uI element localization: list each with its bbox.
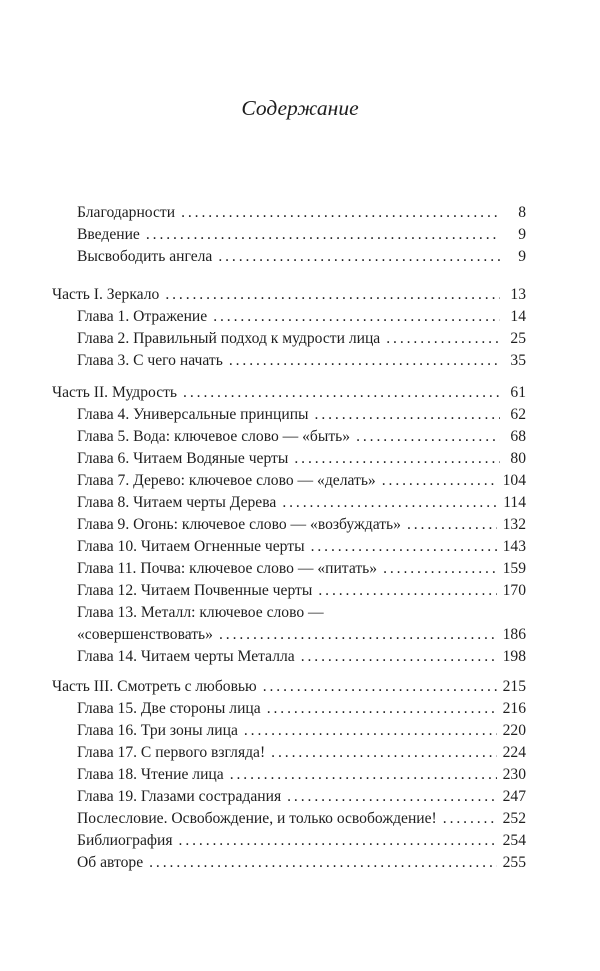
toc-entry-title-continuation: «совершенствовать» bbox=[77, 626, 213, 643]
toc-entry-title: Послесловие. Освобождение, и только освобождение! bbox=[77, 810, 437, 827]
toc-entry-title: Глава 7. Дерево: ключевое слово — «делать» bbox=[77, 472, 376, 489]
toc-part-entry bbox=[52, 676, 526, 698]
toc-entry-title: Глава 12. Читаем Почвенные черты bbox=[77, 582, 313, 599]
dot-leader bbox=[267, 698, 497, 720]
toc-entry bbox=[77, 558, 526, 580]
toc-page-number: 230 bbox=[502, 766, 526, 783]
toc-entry-title: Глава 4. Универсальные принципы bbox=[77, 406, 309, 423]
toc-entry-multiline bbox=[77, 602, 526, 624]
dot-leader bbox=[181, 202, 500, 224]
toc-entry-title: Глава 16. Три зоны лица bbox=[77, 722, 238, 739]
toc-entry-title: Высвободить ангела bbox=[77, 248, 213, 265]
toc-entry-title: Глава 5. Вода: ключевое слово — «быть» bbox=[77, 428, 351, 445]
toc-entry bbox=[77, 786, 526, 808]
toc-page-number: 80 bbox=[510, 450, 526, 467]
toc-entry-title: Глава 19. Глазами сострадания bbox=[77, 788, 282, 805]
toc-page-number: 62 bbox=[510, 406, 526, 423]
toc-entry-title: Об авторе bbox=[77, 854, 144, 871]
dot-leader bbox=[179, 830, 497, 852]
toc-entry-title: Глава 6. Читаем Водяные черты bbox=[77, 450, 289, 467]
toc-page-number: 220 bbox=[502, 722, 526, 739]
dot-leader bbox=[244, 720, 497, 742]
dot-leader bbox=[263, 676, 497, 698]
toc-page-number: 215 bbox=[502, 678, 526, 695]
toc-entry bbox=[77, 830, 526, 852]
dot-leader bbox=[311, 536, 497, 558]
toc-entry-title: Глава 17. С первого взгляда! bbox=[77, 744, 266, 761]
toc-entry bbox=[77, 808, 526, 830]
dot-leader bbox=[382, 470, 497, 492]
toc-entry-title: Часть I. Зеркало bbox=[52, 286, 160, 303]
toc-page-number: 186 bbox=[502, 626, 526, 643]
dot-leader bbox=[213, 306, 500, 328]
toc-entry-title: Глава 13. Металл: ключевое слово — bbox=[77, 604, 324, 621]
toc-page-number: 104 bbox=[502, 472, 526, 489]
dot-leader bbox=[165, 284, 500, 306]
toc-entry-title: Глава 11. Почва: ключевое слово — «питать» bbox=[77, 560, 378, 577]
toc-page-number: 255 bbox=[502, 854, 526, 871]
toc-entry bbox=[77, 492, 526, 514]
toc-page-number: 198 bbox=[502, 648, 526, 665]
toc-entry-title: Глава 14. Читаем черты Металла bbox=[77, 648, 295, 665]
toc-entry bbox=[77, 224, 526, 246]
toc-page-number: 61 bbox=[510, 384, 526, 401]
toc-page-number: 35 bbox=[510, 352, 526, 369]
dot-leader bbox=[407, 514, 497, 536]
toc-page-number: 159 bbox=[502, 560, 526, 577]
toc-entry bbox=[77, 470, 526, 492]
dot-leader bbox=[149, 852, 496, 874]
toc-page-number: 252 bbox=[502, 810, 526, 827]
dot-leader bbox=[383, 558, 497, 580]
toc-entry-title: Глава 10. Читаем Огненные черты bbox=[77, 538, 305, 555]
dot-leader bbox=[356, 426, 500, 448]
toc-entry-title: Глава 1. Отражение bbox=[77, 308, 208, 325]
dot-leader bbox=[282, 492, 497, 514]
dot-leader bbox=[229, 350, 500, 372]
toc-entry bbox=[77, 426, 526, 448]
toc-page-number: 8 bbox=[518, 204, 526, 221]
toc-entry bbox=[77, 246, 526, 268]
toc-entry-title: Глава 3. С чего начать bbox=[77, 352, 223, 369]
dot-leader bbox=[294, 448, 500, 470]
toc-entry-title: Глава 8. Читаем черты Дерева bbox=[77, 494, 277, 511]
dot-leader bbox=[301, 646, 497, 668]
toc-page-number: 247 bbox=[502, 788, 526, 805]
dot-leader bbox=[287, 786, 496, 808]
toc-page-number: 170 bbox=[502, 582, 526, 599]
toc-entry-title: Часть II. Мудрость bbox=[52, 384, 178, 401]
toc-page-number: 9 bbox=[518, 226, 526, 243]
toc-entry-title: Глава 2. Правильный подход к мудрости лица bbox=[77, 330, 381, 347]
toc-entry-title: Благодарности bbox=[77, 204, 176, 221]
toc-entry bbox=[77, 350, 526, 372]
toc-entry bbox=[77, 742, 526, 764]
toc-entry bbox=[77, 328, 526, 350]
toc-page-number: 254 bbox=[502, 832, 526, 849]
toc-entry bbox=[77, 202, 526, 224]
toc-page-number: 143 bbox=[502, 538, 526, 555]
dot-leader bbox=[315, 404, 500, 426]
toc-page-number: 14 bbox=[510, 308, 526, 325]
dot-leader bbox=[271, 742, 496, 764]
dot-leader bbox=[219, 624, 497, 646]
toc-page-number: 132 bbox=[502, 516, 526, 533]
toc-entry bbox=[77, 536, 526, 558]
toc-entry bbox=[77, 720, 526, 742]
toc-entry-title: Часть III. Смотреть с любовью bbox=[52, 678, 257, 695]
toc-part-entry bbox=[52, 382, 526, 404]
dot-leader bbox=[230, 764, 497, 786]
toc-page-number: 68 bbox=[510, 428, 526, 445]
toc-entry bbox=[77, 852, 526, 874]
toc-part-entry bbox=[52, 284, 526, 306]
page-title: Содержание bbox=[241, 96, 359, 120]
toc-page-number: 25 bbox=[510, 330, 526, 347]
toc-entry-continuation bbox=[77, 624, 526, 646]
toc-page-number: 114 bbox=[503, 494, 526, 511]
toc-entry-title: Библиография bbox=[77, 832, 173, 849]
dot-leader bbox=[183, 382, 500, 404]
toc-page-number: 13 bbox=[510, 286, 526, 303]
toc-page-number: 224 bbox=[502, 744, 526, 761]
toc-entry bbox=[77, 646, 526, 668]
dot-leader bbox=[146, 224, 500, 246]
dot-leader bbox=[443, 808, 497, 830]
toc-entry bbox=[77, 404, 526, 426]
toc-entry-title: Глава 18. Чтение лица bbox=[77, 766, 224, 783]
dot-leader bbox=[218, 246, 500, 268]
toc-entry-title: Введение bbox=[77, 226, 140, 243]
toc-entry bbox=[77, 580, 526, 602]
toc-entry bbox=[77, 306, 526, 328]
toc-entry bbox=[77, 764, 526, 786]
toc-entry bbox=[77, 698, 526, 720]
toc-entry-title: Глава 9. Огонь: ключевое слово — «возбуждать» bbox=[77, 516, 401, 533]
toc-page-number: 216 bbox=[502, 700, 526, 717]
dot-leader bbox=[386, 328, 500, 350]
toc-entry bbox=[77, 514, 526, 536]
toc-entry bbox=[77, 448, 526, 470]
toc-page-number: 9 bbox=[518, 248, 526, 265]
toc-entry-title: Глава 15. Две стороны лица bbox=[77, 700, 261, 717]
dot-leader bbox=[318, 580, 496, 602]
